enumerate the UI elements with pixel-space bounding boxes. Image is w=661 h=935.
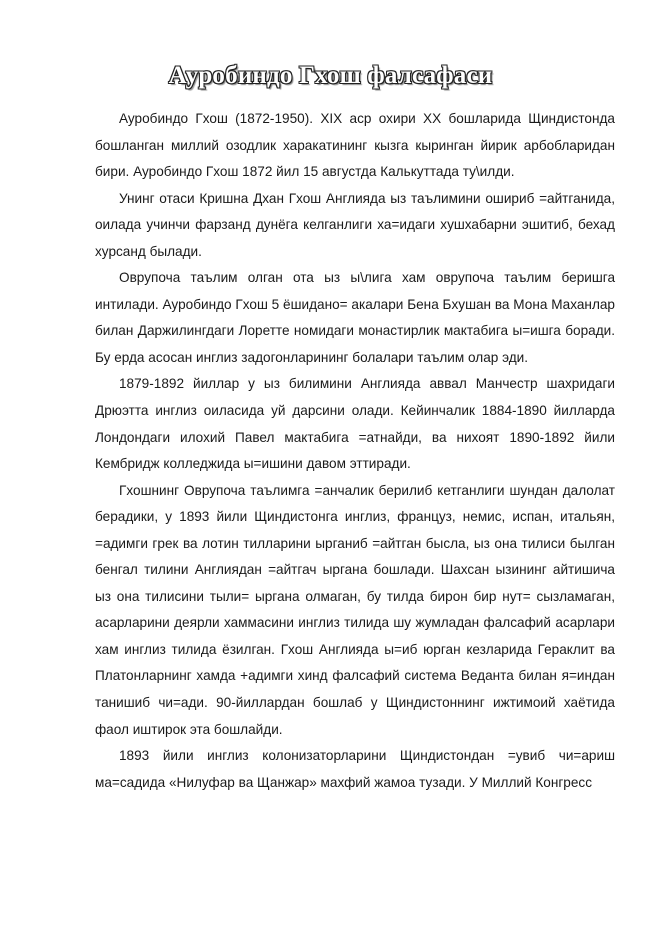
paragraph: Оврупоча таълим олган ота ыз ы\лига хам оврупоча таълим беришга интилади. Ауробиндо Гхош 5 ёшидано= акалари Бена Бхушан ва Мона Маханлар билан Даржилингдаги Лоретте номидаги монастирлик мактабига ы=ишга боради. Бу ерда асосан инглиз задогонларининг болалари таълим олар эди.	[95, 270, 615, 365]
paragraph: Ауробиндо Гхош (1872-1950). ХIХ аср охири ХХ бошларида Щиндистонда бошланган миллий озодлик харакатининг кызга кыринган йирик арбобларидан бири. Ауробиндо Гхош 1872 йил 15 августда Калькуттада ту\илди.	[95, 111, 615, 180]
paragraph: Унинг отаси Кришна Дхан Гхош Англияда ыз таълимини ошириб =айтганида, оилада учинчи фарзанд дунёга келганлиги ха=идаги хушхабарни эшитиб, бехад хурсанд былади.	[95, 190, 615, 259]
paragraph: 1893 йили инглиз колонизаторларини Щиндистондан =увиб чи=ариш ма=садида «Нилуфар ва Щанжар» махфий жамоа тузади. У Миллий Конгресс	[95, 748, 615, 790]
document-body	[95, 106, 615, 796]
page-title: Ауробиндо Гхош фалсафаси	[168, 62, 493, 89]
paragraph: 1879-1892 йиллар у ыз билимини Англияда аввал Манчестр шахридаги Дрюэтта инглиз оиласида уй дарсини олади. Кейинчалик 1884-1890 йилларда Лондондаги илохий Павел мактабига =атнайди, ва нихоят 1890-1892 йили Кембридж колледжида ы=ишини давом эттиради.	[95, 376, 615, 472]
paragraph: Гхошнинг Оврупоча таълимга =анчалик берилиб кетганлиги шундан далолат берадики, у 1893 йили Щиндистонга инглиз, француз, немис, испан, итальян, =адимги грек ва лотин тилларини ырганиб =айтган бысла, ыз она тилиси былган бенгал тилини Англиядан =айтгач ыргана бошлади. Шахсан ызининг айтишича ыз она тилисини тыли= ыргана олмаган, бу тилда бирон бир нут= сызламаган, асарларини деярли хаммасини инглиз тилида шу жумладан фалсафий асарлари хам инглиз тилида ёзилган. Гхош Англияда ы=иб юрган кезларида Гераклит ва Платонларнинг хамда +адимги хинд фалсафий система Веданта билан я=индан танишиб чи=ади. 90-йиллардан бошлаб у Щиндистоннинг ижтимоий хаётида фаол иштирок эта бошлайди.	[95, 482, 615, 737]
